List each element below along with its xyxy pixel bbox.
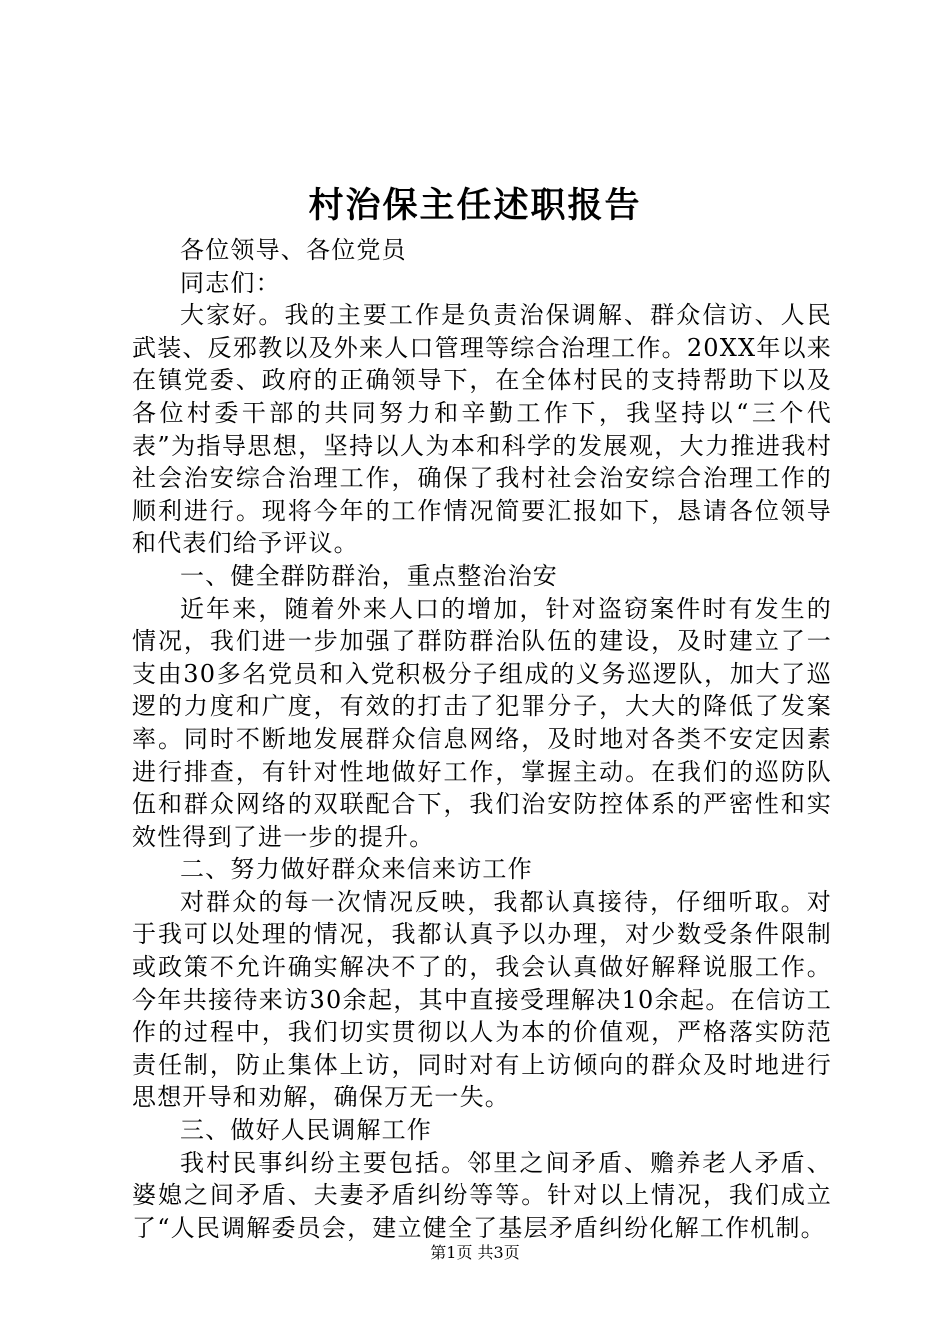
salutation-comrades: 同志们： bbox=[180, 268, 281, 297]
section-paragraph-1: 近年来，随着外来人口的增加，针对盗窃案件时有发生的情况，我们进一步加强了群防群治队伍的建设，及时建立了一支由30多名党员和入党积极分子组成的义务巡逻队，加大了巡逻的力度和广度，有效的打击了犯罪分子，大大的降低了发案率。同时不断地发展群众信息网络，及时地对各类不安定因素进行排查，有针对性地做好工作，掌握主动。在我们的巡防队伍和群众网络的双联配合下，我们治安防控体系的严密性和实效性得到了进一步的提升。 bbox=[132, 594, 832, 851]
document-title: 村治保主任述职报告 bbox=[308, 185, 642, 226]
section-heading-2: 二、努力做好群众来信来访工作 bbox=[180, 855, 533, 884]
salutation-leaders: 各位领导、各位党员 bbox=[180, 236, 407, 264]
document-body bbox=[132, 234, 832, 1244]
section-heading-3: 三、做好人民调解工作 bbox=[180, 1116, 432, 1145]
page-footer: 第1页 共3页 bbox=[430, 1243, 520, 1262]
section-paragraph-3: 我村民事纠纷主要包括。邻里之间矛盾、赡养老人矛盾、婆媳之间矛盾、夫妻矛盾纠纷等等。针对以上情况，我们成立了“人民调解委员会，建立健全了基层矛盾纠纷化解工作机制。 bbox=[132, 1148, 832, 1242]
intro-paragraph: 大家好。我的主要工作是负责治保调解、群众信访、人民武装、反邪教以及外来人口管理等综合治理工作。20XX年以来在镇党委、政府的正确领导下，在全体村民的支持帮助下以及各位村委干部的共同努力和辛勤工作下，我坚持以“三个代表”为指导思想，坚持以人为本和科学的发展观，大力推进我村社会治安综合治理工作，确保了我村社会治安综合治理工作的顺利进行。现将今年的工作情况简要汇报如下，恳请各位领导和代表们给予评议。 bbox=[132, 301, 832, 558]
section-paragraph-2: 对群众的每一次情况反映，我都认真接待，仔细听取。对于我可以处理的情况，我都认真予以办理，对少数受条件限制或政策不允许确实解决不了的，我会认真做好解释说服工作。今年共接待来访30余起，其中直接受理解决10余起。在信访工作的过程中，我们切实贯彻以人为本的价值观，严格落实防范责任制，防止集体上访，同时对有上访倾向的群众及时地进行思想开导和劝解，确保万无一失。 bbox=[132, 887, 832, 1112]
section-heading-1: 一、健全群防群治，重点整治治安 bbox=[180, 561, 558, 590]
